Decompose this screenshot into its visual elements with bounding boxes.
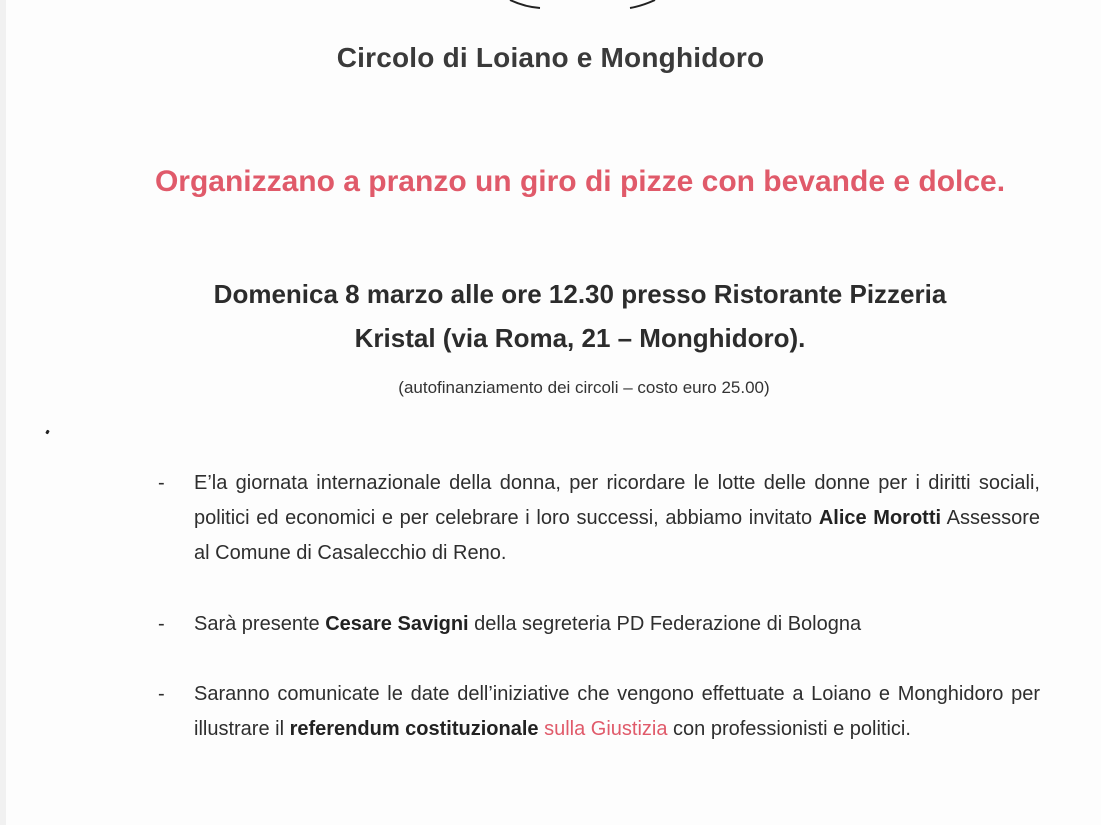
bullet-item	[158, 466, 1040, 571]
bullet-red-phrase: sulla Giustizia	[544, 718, 668, 740]
bullet-bold-name: Cesare Savigni	[325, 613, 469, 635]
bullet-text-part: della segreteria PD Federazione di Bologna	[468, 613, 862, 635]
bullet-text-part: Saranno comunicate le date dell’iniziative che vengono effettuate a Loiano e Monghidoro per illustrare il	[194, 683, 1040, 740]
cost-note: (autofinanziamento dei circoli – costo euro 25.00)	[398, 378, 770, 397]
bullet-text	[194, 677, 1040, 747]
document-title: Circolo di Loiano e Monghidoro	[336, 42, 765, 73]
bullet-text-part: Sarà presente	[194, 613, 326, 635]
page-edge	[0, 0, 6, 825]
bullet-bold-phrase: referendum costituzionale	[289, 718, 539, 740]
bullet-item	[158, 677, 1040, 747]
event-details	[150, 272, 1010, 360]
scan-speck	[45, 430, 50, 435]
headline: Organizzano a pranzo un giro di pizze con bevande e dolce.	[154, 165, 1006, 198]
bullet-text-part: con professionisti e politici.	[667, 718, 911, 740]
bullet-dash: -	[158, 472, 165, 494]
event-line-1: Domenica 8 marzo alle ore 12.30 presso Ristorante Pizzeria	[213, 279, 947, 309]
bullet-text-part: E’la giornata internazionale della donna, per ricordare le lotte delle donne per i diritti sociali, politici ed economici e per celebrare i loro successi, abbiamo invitato	[194, 472, 1040, 529]
event-line-2: Kristal (via Roma, 21 – Monghidoro).	[354, 323, 806, 353]
bullet-bold-name: Alice Morotti	[818, 507, 942, 529]
bullet-dash: -	[158, 683, 165, 705]
bullet-text	[194, 466, 1040, 571]
bullet-text-part: Assessore al Comune di Casalecchio di Reno.	[194, 507, 1040, 564]
bullet-dash: -	[158, 613, 165, 635]
bullet-text	[194, 607, 1040, 642]
logo-fragment-icon	[480, 0, 680, 14]
bullet-item	[158, 607, 1040, 642]
